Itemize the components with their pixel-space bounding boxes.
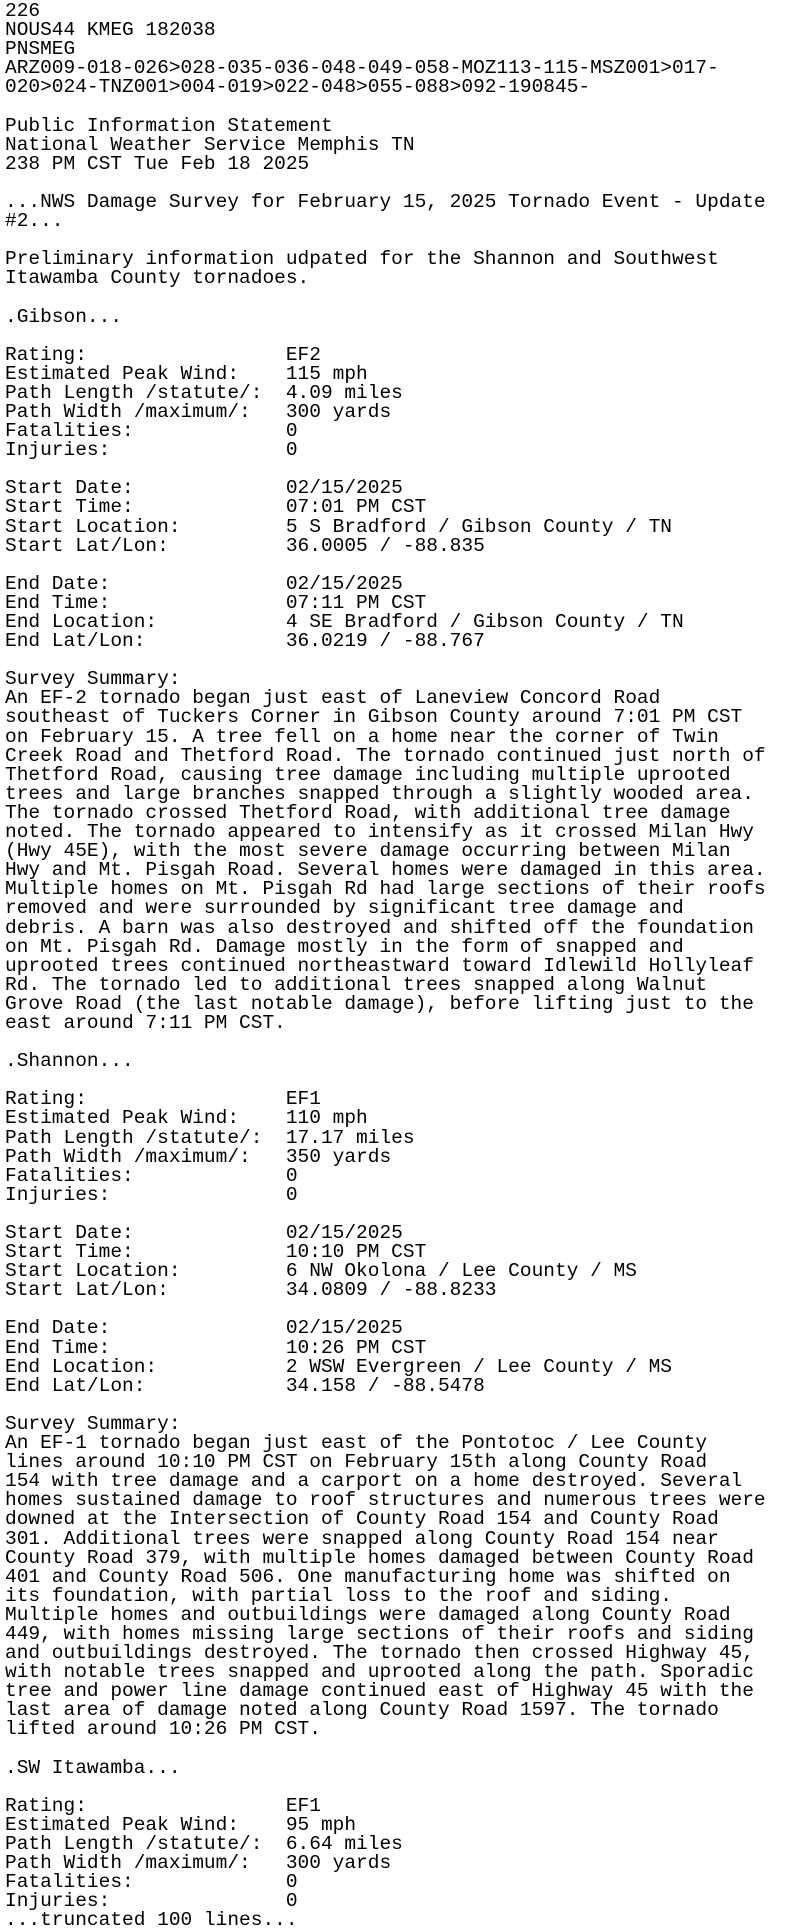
shannon-path-width: Path Width /maximum/: 350 yards: [5, 1145, 392, 1168]
gibson-fatalities: Fatalities: 0: [5, 420, 298, 443]
shannon-end-latlon: End Lat/Lon: 34.158 / -88.5478: [5, 1374, 485, 1397]
shannon-summary-line: tree and power line damage continued east of Highway 45 with the: [5, 1680, 754, 1703]
issuance-time: 238 PM CST Tue Feb 18 2025: [5, 152, 310, 175]
gibson-summary-line: Creek Road and Thetford Road. The tornado continued just north of: [5, 744, 766, 767]
gibson-end-date: End Date: 02/15/2025: [5, 572, 403, 595]
shannon-summary-line: last area of damage noted along County Road 1597. The tornado: [5, 1699, 719, 1722]
shannon-start-location: Start Location: 6 NW Okolona / Lee County / MS: [5, 1260, 637, 1283]
product-id: 226: [5, 0, 41, 22]
shannon-summary-line: downed at the Intersection of County Road 154 and County Road: [5, 1508, 719, 1531]
gibson-path-length: Path Length /statute/: 4.09 miles: [5, 381, 403, 404]
gibson-summary-line: uprooted trees continued northeastward toward Idlewild Hollyleaf: [5, 954, 754, 977]
sw-itawamba-heading: .SW Itawamba...: [5, 1756, 181, 1779]
gibson-summary-heading: Survey Summary:: [5, 668, 181, 691]
shannon-summary-line: An EF-1 tornado began just east of the Pontotoc / Lee County: [5, 1432, 708, 1455]
shannon-summary-heading: Survey Summary:: [5, 1412, 181, 1435]
gibson-end-time: End Time: 07:11 PM CST: [5, 591, 427, 614]
shannon-heading: .Shannon...: [5, 1050, 134, 1073]
sw-itawamba-path-length: Path Length /statute/: 6.64 miles: [5, 1833, 403, 1855]
gibson-summary-line: southeast of Tuckers Corner in Gibson County around 7:01 PM CST: [5, 706, 743, 729]
gibson-path-width: Path Width /maximum/: 300 yards: [5, 400, 392, 423]
gibson-summary-line: east around 7:11 PM CST.: [5, 1011, 286, 1034]
gibson-summary-line: trees and large branches snapped through a slightly wooded area.: [5, 782, 754, 805]
shannon-summary-line: County Road 379, with multiple homes damaged between County Road: [5, 1546, 754, 1569]
shannon-injuries: Injuries: 0: [5, 1183, 298, 1206]
intro-line: Itawamba County tornadoes.: [5, 267, 310, 290]
wmo-header: NOUS44 KMEG 182038: [5, 19, 216, 42]
gibson-summary-line: Hwy and Mt. Pisgah Road. Several homes were damaged in this area.: [5, 859, 766, 882]
product-name: Public Information Statement: [5, 114, 333, 137]
statement-title-continued: #2...: [5, 210, 64, 233]
shannon-summary-line: homes sustained damage to roof structures and numerous trees were: [5, 1489, 766, 1512]
shannon-peak-wind: Estimated Peak Wind: 110 mph: [5, 1107, 368, 1130]
shannon-summary-line: 401 and County Road 506. One manufacturing home was shifted on: [5, 1565, 731, 1588]
gibson-summary-line: An EF-2 tornado began just east of Laneview Concord Road: [5, 687, 661, 710]
intro-line: Preliminary information udpated for the Shannon and Southwest: [5, 248, 719, 271]
shannon-summary-line: and outbuildings destroyed. The tornado then crossed Highway 45,: [5, 1642, 754, 1665]
gibson-summary-line: Grove Road (the last notable damage), before lifting just to the: [5, 992, 754, 1015]
shannon-end-time: End Time: 10:26 PM CST: [5, 1336, 427, 1359]
gibson-summary-line: debris. A barn was also destroyed and shifted off the foundation: [5, 916, 754, 939]
gibson-summary-line: on February 15. A tree fell on a home near the corner of Twin: [5, 725, 719, 748]
gibson-start-location: Start Location: 5 S Bradford / Gibson County / TN: [5, 515, 673, 538]
gibson-heading: .Gibson...: [5, 305, 123, 328]
sw-itawamba-injuries: Injuries: 0: [5, 1890, 298, 1913]
shannon-start-latlon: Start Lat/Lon: 34.0809 / -88.8233: [5, 1279, 497, 1302]
shannon-rating: Rating: EF1: [5, 1088, 321, 1111]
shannon-end-location: End Location: 2 WSW Evergreen / Lee County / MS: [5, 1355, 673, 1378]
shannon-summary-line: 154 with tree damage and a carport on a home destroyed. Several: [5, 1470, 743, 1493]
statement-title: ...NWS Damage Survey for February 15, 2025 Tornado Event - Update: [5, 190, 766, 213]
shannon-summary-line: lifted around 10:26 PM CST.: [5, 1718, 321, 1741]
gibson-summary-line: noted. The tornado appeared to intensify as it crossed Milan Hwy: [5, 821, 754, 844]
gibson-peak-wind: Estimated Peak Wind: 115 mph: [5, 362, 368, 385]
shannon-summary-line: its foundation, with partial loss to the roof and siding.: [5, 1584, 673, 1607]
sw-itawamba-rating: Rating: EF1: [5, 1794, 321, 1817]
issuing-office: National Weather Service Memphis TN: [5, 133, 415, 156]
gibson-summary-line: (Hwy 45E), with the most severe damage occurring between Milan: [5, 840, 731, 863]
shannon-summary-line: 301. Additional trees were snapped along County Road 154 near: [5, 1527, 719, 1550]
shannon-summary-line: lines around 10:10 PM CST on February 15th along County Road: [5, 1451, 708, 1474]
awips-id: PNSMEG: [5, 38, 76, 61]
gibson-start-date: Start Date: 02/15/2025: [5, 477, 403, 500]
sw-itawamba-path-width: Path Width /maximum/: 300 yards: [5, 1852, 392, 1875]
gibson-summary-line: Thetford Road, causing tree damage including multiple uprooted: [5, 763, 731, 786]
sw-itawamba-peak-wind: Estimated Peak Wind: 95 mph: [5, 1813, 357, 1836]
shannon-fatalities: Fatalities: 0: [5, 1164, 298, 1187]
gibson-summary-line: removed and were surrounded by significant tree damage and: [5, 897, 684, 920]
sw-itawamba-fatalities: Fatalities: 0: [5, 1871, 298, 1894]
shannon-summary-line: Multiple homes and outbuildings were damaged along County Road: [5, 1603, 731, 1626]
shannon-end-date: End Date: 02/15/2025: [5, 1317, 403, 1340]
shannon-start-date: Start Date: 02/15/2025: [5, 1222, 403, 1244]
gibson-end-latlon: End Lat/Lon: 36.0219 / -88.767: [5, 630, 485, 653]
shannon-start-time: Start Time: 10:10 PM CST: [5, 1241, 427, 1264]
zone-codes-continued: 020>024-TNZ001>004-019>022-048>055-088>092-190845-: [5, 76, 591, 99]
shannon-summary-line: with notable trees snapped and uprooted along the path. Sporadic: [5, 1661, 754, 1684]
gibson-injuries: Injuries: 0: [5, 439, 298, 462]
truncation-notice: ...truncated 100 lines...: [5, 1909, 298, 1931]
gibson-summary-line: on Mt. Pisgah Rd. Damage mostly in the form of snapped and: [5, 935, 684, 958]
gibson-end-location: End Location: 4 SE Bradford / Gibson County / TN: [5, 611, 684, 633]
shannon-path-length: Path Length /statute/: 17.17 miles: [5, 1126, 415, 1149]
gibson-summary-line: The tornado crossed Thetford Road, with additional tree damage: [5, 801, 731, 824]
shannon-summary-line: 449, with homes missing large sections of their roofs and siding: [5, 1622, 754, 1645]
gibson-start-latlon: Start Lat/Lon: 36.0005 / -88.835: [5, 534, 485, 557]
gibson-start-time: Start Time: 07:01 PM CST: [5, 496, 427, 519]
zone-codes: ARZ009-018-026>028-035-036-048-049-058-MOZ113-115-MSZ001>017-: [5, 57, 719, 80]
gibson-summary-line: Rd. The tornado led to additional trees snapped along Walnut: [5, 973, 708, 996]
gibson-summary-line: Multiple homes on Mt. Pisgah Rd had large sections of their roofs: [5, 878, 766, 901]
gibson-rating: Rating: EF2: [5, 343, 321, 366]
